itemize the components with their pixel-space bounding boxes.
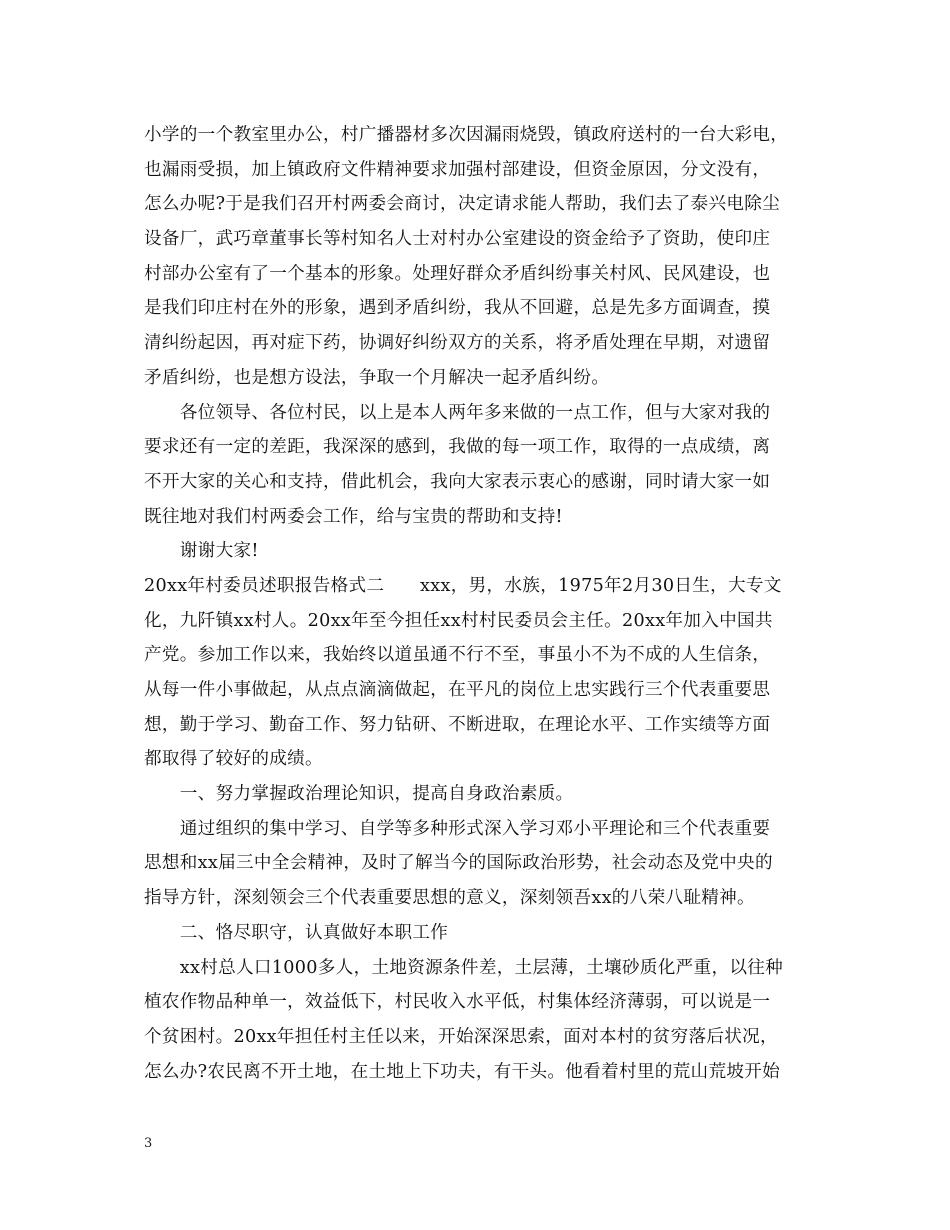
text-line: 化，九阡镇xx村人。20xx年至今担任xx村村民委员会主任。20xx年加入中国共 bbox=[144, 610, 773, 631]
text-line: 思想和xx届三中全会精神，及时了解当今的国际政治形势，社会动态及党中央的 bbox=[144, 853, 773, 874]
text-line: 既往地对我们村两委会工作，给与宝贵的帮助和支持! bbox=[144, 506, 563, 527]
text-line: 小学的一个教室里办公，村广播器材多次因漏雨烧毁，镇政府送村的一台大彩电， bbox=[144, 125, 789, 145]
text-line: 不开大家的关心和支持，借此机会，我向大家表示衷心的感谢，同时请大家一如 bbox=[144, 471, 771, 492]
text-line: 通过组织的集中学习、自学等多种形式深入学习邓小平理论和三个代表重要 bbox=[144, 818, 771, 839]
text-line: 清纠纷起因，再对症下药，协调好纠纷双方的关系，将矛盾处理在早期，对遗留 bbox=[144, 333, 771, 354]
document-body bbox=[144, 118, 812, 1089]
text-line: 个贫困村。20xx年担任村主任以来，开始深深思索，面对本村的贫穷落后状况， bbox=[144, 1026, 778, 1047]
text-line: 也漏雨受损，加上镇政府文件精神要求加强村部建设，但资金原因，分文没有， bbox=[144, 159, 771, 180]
text-line: 要求还有一定的差距，我深深的感到，我做的每一项工作，取得的一点成绩，离 bbox=[144, 437, 771, 458]
text-line: 矛盾纠纷，也是想方设法，争取一个月解决一起矛盾纠纷。 bbox=[144, 367, 610, 388]
text-line: 指导方针，深刻领会三个代表重要思想的意义，深刻领吾xx的八荣八耻精神。 bbox=[144, 888, 755, 909]
text-line: 20xx年村委员述职报告格式二 xxx，男，水族，1975年2月30日生，大专文 bbox=[144, 575, 782, 596]
text-line: 产党。参加工作以来，我始终以道虽通不行不至，事虽小不为不成的人生信条， bbox=[144, 645, 771, 666]
page-number: 3 bbox=[144, 1136, 153, 1151]
text-line: 是我们印庄村在外的形象，遇到矛盾纠纷，我从不回避，总是先多方面调查，摸 bbox=[144, 298, 771, 319]
text-line: 都取得了较好的成绩。 bbox=[144, 749, 323, 770]
text-line: 植农作物品种单一，效益低下，村民收入水平低，村集体经济薄弱，可以说是一 bbox=[144, 992, 771, 1013]
text-line: 村部办公室有了一个基本的形象。处理好群众矛盾纠纷事关村风、民风建设，也 bbox=[144, 263, 771, 284]
text-line: 设备厂，武巧章董事长等村知名人士对村办公室建设的资金给予了资助，使印庄 bbox=[144, 229, 771, 250]
text-line: xx村总人口1000多人，土地资源条件差，土层薄，土壤砂质化严重，以往种 bbox=[144, 957, 784, 978]
text-line: 怎么办?农民离不开土地，在土地上下功夫，有干头。他看着村里的荒山荒坡开始 bbox=[144, 1061, 781, 1082]
text-line: 一、努力掌握政治理论知识，提高自身政治素质。 bbox=[144, 784, 574, 805]
text-line: 怎么办呢?于是我们召开村两委会商讨，决定请求能人帮助，我们去了泰兴电除尘 bbox=[144, 194, 781, 215]
text-line: 二、恪尽职守，认真做好本职工作 bbox=[144, 922, 449, 943]
text-line: 谢谢大家! bbox=[144, 541, 259, 562]
text-line: 各位领导、各位村民，以上是本人两年多来做的一点工作，但与大家对我的 bbox=[144, 402, 771, 423]
text-line: 想，勤于学习、勤奋工作、努力钻研、不断进取，在理论水平、工作实绩等方面 bbox=[144, 714, 771, 735]
text-line: 从每一件小事做起，从点点滴滴做起，在平凡的岗位上忠实践行三个代表重要思 bbox=[144, 680, 771, 700]
